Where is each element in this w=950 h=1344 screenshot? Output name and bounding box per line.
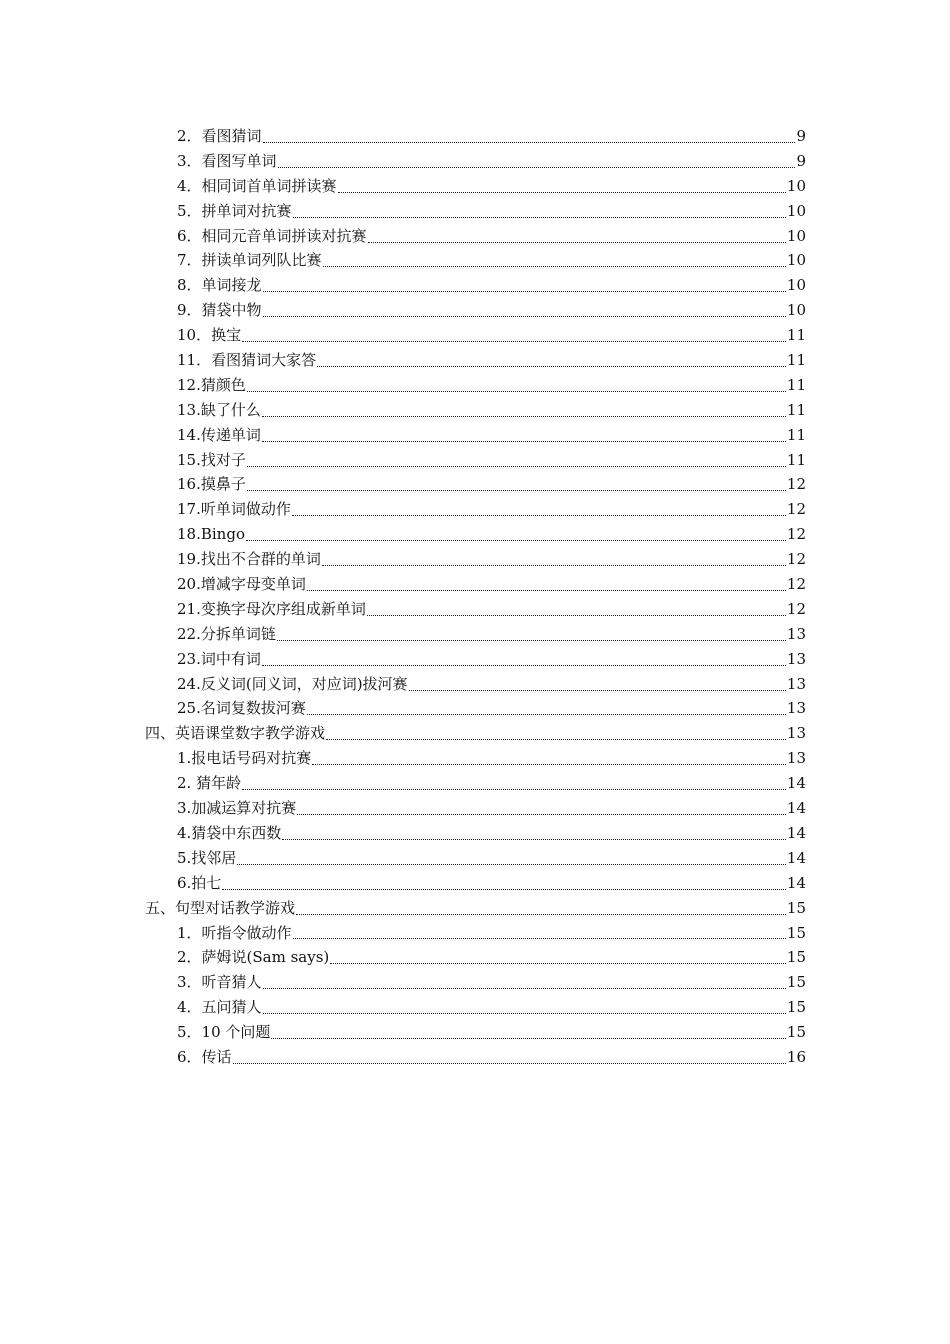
toc-entry[interactable]: [0, 746, 950, 771]
toc-entry-title: 12.猜颜色: [177, 375, 246, 394]
toc-entry[interactable]: [0, 273, 950, 298]
toc-entry-title: 5.找邻居: [177, 848, 237, 867]
toc-dot-leader: [312, 764, 786, 765]
toc-dot-leader: [263, 291, 786, 292]
toc-entry[interactable]: [0, 572, 950, 597]
toc-entry-title: 24.反义词(同义词，对应词)拔河赛: [177, 674, 408, 693]
toc-dot-leader: [237, 864, 786, 865]
toc-entry-title: 19.找出不合群的单词: [177, 550, 321, 569]
toc-dot-leader: [296, 914, 786, 915]
toc-entry[interactable]: [0, 945, 950, 970]
toc-entry[interactable]: [0, 871, 950, 896]
toc-entry[interactable]: [0, 448, 950, 473]
toc-entry[interactable]: [0, 970, 950, 995]
toc-dot-leader: [323, 266, 786, 267]
toc-entry[interactable]: [0, 1045, 950, 1070]
toc-dot-leader: [247, 466, 786, 467]
toc-entry[interactable]: [0, 547, 950, 572]
toc-page-number: 14: [786, 799, 806, 818]
toc-entry[interactable]: [0, 298, 950, 323]
toc-dot-leader: [278, 167, 796, 168]
toc-entry-title: 3．听音猜人: [177, 973, 262, 992]
toc-entry[interactable]: [0, 174, 950, 199]
toc-page-number: 9: [796, 127, 806, 145]
toc-page-number: 15: [786, 948, 806, 967]
toc-entry-title: 5．10 个问题: [177, 1023, 271, 1042]
toc-page-number: 12: [786, 599, 806, 618]
toc-dot-leader: [409, 690, 786, 691]
toc-dot-leader: [307, 590, 786, 591]
toc-page-number: 12: [786, 500, 806, 519]
toc-page-number: 14: [786, 774, 806, 793]
toc-entry-title: 4．五问猜人: [177, 998, 262, 1017]
toc-entry-title: 21.变换字母次序组成新单词: [177, 599, 366, 618]
toc-dot-leader: [326, 739, 786, 740]
toc-entry[interactable]: [0, 1020, 950, 1045]
toc-section-entry[interactable]: [0, 896, 950, 921]
toc-dot-leader: [367, 615, 786, 616]
toc-page-number: 14: [786, 873, 806, 892]
toc-dot-leader: [368, 242, 786, 243]
toc-entry[interactable]: [0, 472, 950, 497]
toc-dot-leader: [242, 341, 786, 342]
toc-entry[interactable]: [0, 672, 950, 697]
toc-dot-leader: [307, 714, 786, 715]
toc-page-number: 12: [786, 525, 806, 544]
toc-page-number: 15: [786, 998, 806, 1017]
toc-dot-leader: [277, 640, 786, 641]
toc-entry[interactable]: [0, 522, 950, 547]
toc-page-number: 16: [786, 1047, 806, 1066]
toc-page-number: 13: [786, 649, 806, 668]
toc-page-number: 13: [786, 699, 806, 718]
toc-entry-title: 五、句型对话教学游戏: [145, 898, 296, 917]
toc-entry[interactable]: [0, 323, 950, 348]
toc-dot-leader: [330, 963, 786, 964]
toc-page-number: 15: [786, 973, 806, 992]
toc-dot-leader: [246, 540, 786, 541]
toc-dot-leader: [293, 217, 786, 218]
toc-entry-title: 13.缺了什么: [177, 400, 261, 419]
toc-entry[interactable]: [0, 597, 950, 622]
toc-entry-title: 7．拼读单词列队比赛: [177, 251, 322, 270]
toc-page-number: 11: [786, 400, 806, 419]
toc-page-number: 14: [786, 848, 806, 867]
toc-entry-title: 10．换宝: [177, 326, 242, 345]
toc-entry-title: 2．萨姆说(Sam says): [177, 948, 330, 967]
toc-page-number: 14: [786, 823, 806, 842]
toc-dot-leader: [263, 316, 786, 317]
toc-entry[interactable]: [0, 696, 950, 721]
toc-entry[interactable]: [0, 622, 950, 647]
toc-page-number: 11: [786, 450, 806, 469]
toc-entry[interactable]: [0, 423, 950, 448]
toc-entry-title: 3．看图写单词: [177, 151, 277, 170]
toc-page-number: 10: [786, 226, 806, 245]
toc-page-number: 11: [786, 326, 806, 345]
toc-page-number: 10: [786, 301, 806, 320]
toc-entry-title: 2．看图猜词: [177, 127, 262, 145]
toc-entry[interactable]: [0, 124, 950, 149]
toc-page-number: 10: [786, 201, 806, 220]
toc-entry-title: 20.增减字母变单词: [177, 575, 306, 594]
toc-dot-leader: [242, 789, 786, 790]
toc-entry-title: 1．听指令做动作: [177, 923, 292, 942]
toc-page-number: 11: [786, 351, 806, 370]
toc-page-number: 10: [786, 251, 806, 270]
toc-entry-title: 4．相同词首单词拼读赛: [177, 176, 337, 195]
toc-entry[interactable]: [0, 248, 950, 273]
toc-dot-leader: [262, 416, 786, 417]
toc-entry-title: 四、英语课堂数字教学游戏: [145, 724, 326, 743]
toc-page-number: 9: [796, 151, 806, 170]
toc-entry-title: 8．单词接龙: [177, 276, 262, 295]
toc-dot-leader: [297, 814, 786, 815]
toc-entry-title: 1.报电话号码对抗赛: [177, 749, 312, 768]
toc-dot-leader: [271, 1038, 786, 1039]
toc-dot-leader: [317, 366, 786, 367]
toc-entry-title: 15.找对子: [177, 450, 246, 469]
toc-entry-title: 9．猜袋中物: [177, 301, 262, 320]
toc-entry-title: 6.拍七: [177, 873, 222, 892]
table-of-contents: [0, 124, 950, 1070]
toc-entry[interactable]: [0, 497, 950, 522]
toc-entry-title: 6．相同元音单词拼读对抗赛: [177, 226, 367, 245]
toc-page-number: 12: [786, 550, 806, 569]
toc-entry[interactable]: [0, 771, 950, 796]
toc-entry-title: 2. 猜年龄: [177, 774, 242, 793]
toc-dot-leader: [322, 565, 786, 566]
toc-dot-leader: [262, 665, 786, 666]
toc-page-number: 10: [786, 276, 806, 295]
toc-entry[interactable]: [0, 224, 950, 249]
toc-page-number: 11: [786, 425, 806, 444]
toc-entry[interactable]: [0, 846, 950, 871]
toc-entry-title: 5．拼单词对抗赛: [177, 201, 292, 220]
toc-page-number: 10: [786, 176, 806, 195]
toc-page-number: 12: [786, 475, 806, 494]
toc-page-number: 15: [786, 1023, 806, 1042]
toc-dot-leader: [263, 142, 796, 143]
toc-page-number: 13: [786, 724, 806, 743]
toc-page-number: 15: [786, 898, 806, 917]
toc-dot-leader: [263, 988, 786, 989]
toc-entry-title: 6．传话: [177, 1047, 232, 1066]
toc-dot-leader: [233, 1063, 786, 1064]
toc-entry[interactable]: [0, 348, 950, 373]
toc-dot-leader: [262, 441, 786, 442]
toc-dot-leader: [247, 490, 786, 491]
toc-page-number: 12: [786, 575, 806, 594]
toc-entry-title: 11．看图猜词大家答: [177, 351, 317, 370]
toc-dot-leader: [247, 391, 786, 392]
toc-entry-title: 22.分拆单词链: [177, 624, 276, 643]
toc-dot-leader: [222, 889, 786, 890]
toc-dot-leader: [293, 938, 786, 939]
toc-entry[interactable]: [0, 149, 950, 174]
toc-entry[interactable]: [0, 995, 950, 1020]
toc-entry-title: 25.名词复数拔河赛: [177, 699, 306, 718]
toc-entry[interactable]: [0, 821, 950, 846]
toc-entry-title: 3.加减运算对抗赛: [177, 799, 297, 818]
toc-entry[interactable]: [0, 199, 950, 224]
toc-dot-leader: [338, 192, 786, 193]
toc-entry-title: 16.摸鼻子: [177, 475, 246, 494]
toc-entry-title: 4.猜袋中东西数: [177, 823, 282, 842]
toc-page-number: 11: [786, 375, 806, 394]
toc-dot-leader: [292, 515, 786, 516]
toc-entry[interactable]: [0, 398, 950, 423]
toc-section-entry[interactable]: [0, 721, 950, 746]
toc-entry-title: 14.传递单词: [177, 425, 261, 444]
toc-dot-leader: [282, 839, 786, 840]
toc-page-number: 13: [786, 749, 806, 768]
toc-dot-leader: [263, 1013, 786, 1014]
toc-page-number: 13: [786, 624, 806, 643]
toc-page-number: 15: [786, 923, 806, 942]
toc-entry[interactable]: [0, 921, 950, 946]
toc-entry-title: 17.听单词做动作: [177, 500, 291, 519]
toc-entry[interactable]: [0, 373, 950, 398]
toc-page-number: 13: [786, 674, 806, 693]
toc-entry[interactable]: [0, 796, 950, 821]
toc-entry[interactable]: [0, 647, 950, 672]
toc-entry-title: 23.词中有词: [177, 649, 261, 668]
toc-entry-title: 18.Bingo: [177, 525, 245, 544]
